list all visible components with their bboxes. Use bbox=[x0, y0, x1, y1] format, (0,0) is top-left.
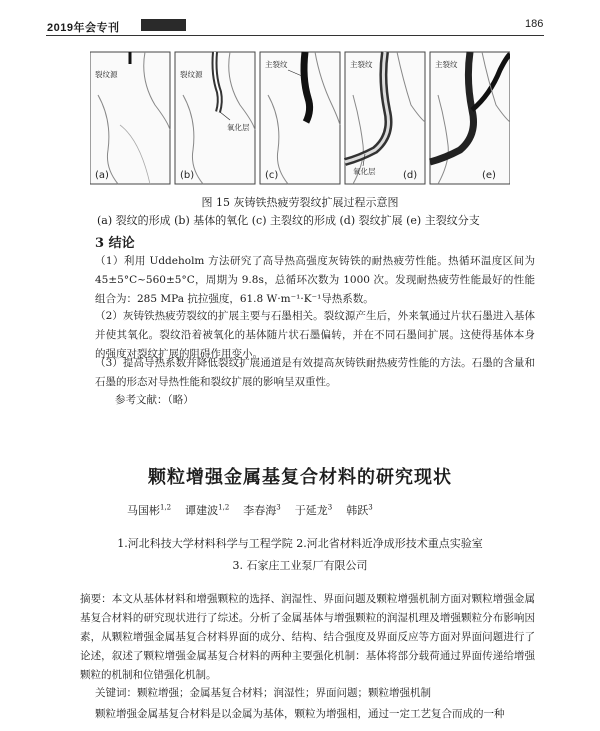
author-name: 于延龙 bbox=[294, 504, 328, 517]
author-name: 韩跃 bbox=[346, 504, 369, 517]
journal-header: 2019年会专刊 bbox=[47, 22, 120, 34]
panel-c bbox=[260, 52, 340, 184]
author-affil: 3 bbox=[368, 503, 373, 512]
panel-c-id: (c) bbox=[265, 170, 279, 181]
panel-a bbox=[90, 52, 170, 184]
page-number: 186 bbox=[525, 18, 544, 30]
author-affil: 3 bbox=[327, 503, 333, 512]
panel-d-label: 主裂纹 bbox=[350, 60, 373, 69]
article-title: 颗粒增强金属基复合材料的研究现状 bbox=[148, 467, 452, 488]
panel-c-label: 主裂纹 bbox=[265, 60, 288, 69]
author-affil: 1,2 bbox=[218, 503, 230, 512]
figure-legend: (a) 裂纹的形成 (b) 基体的氧化 (c) 主裂纹的形成 (d) 裂纹扩展 (e) 主裂纹分支 bbox=[97, 214, 480, 227]
panel-d-id: (d) bbox=[403, 170, 418, 181]
author-affil: 3 bbox=[276, 503, 281, 512]
conclusion-paragraph-2: （2）灰铸铁热疲劳裂纹的扩展主要与石墨相关。裂纹源产生后，外来氧通过片状石墨进入基体并使其氧化。裂纹沿着被氧化的基体随片状石墨偏转，并在不同石墨间扩展。这使得基体本身的强度对裂纹扩展的阻碍作用变小。 bbox=[95, 310, 535, 360]
panel-b-id: (b) bbox=[180, 170, 195, 181]
conclusion-paragraph-3: （3）提高导热系数并降低裂纹扩展通道是有效提高灰铸铁耐热疲劳性能的方法。石墨的含量和石墨的形态对导热性能和裂纹扩展的影响呈双重性。 bbox=[95, 357, 535, 388]
affiliation-line-2: 3. 石家庄工业泵厂有限公司 bbox=[232, 559, 368, 572]
panel-e-label: 主裂纹 bbox=[435, 60, 458, 69]
author-name: 谭建波 bbox=[185, 504, 219, 517]
section-title: 3 结论 bbox=[95, 236, 135, 251]
panel-b-label: 裂纹源 bbox=[180, 70, 203, 79]
author-name: 李春海 bbox=[243, 504, 277, 517]
panel-b bbox=[175, 52, 255, 184]
conclusion-paragraph-1: （1）利用 Uddeholm 方法研究了高导热高强度灰铸铁的耐热疲劳性能。热循环温度区间为 45±5°C~560±5°C，周期为 9.8s，总循环次数为 1000 次。发现耐热疲劳性能最好的性能组合为：285 MPa 抗拉强度，61.8 W·m⁻¹·K⁻¹导热系数。 bbox=[95, 255, 535, 305]
references: 参考文献：（略） bbox=[115, 394, 194, 406]
author-list bbox=[127, 502, 373, 518]
figure-caption: 图 15 灰铸铁热疲劳裂纹扩展过程示意图 bbox=[201, 196, 399, 209]
abstract: 摘要：本文从基体材料和增强颗粒的选择、润湿性、界面问题及颗粒增强机制方面对颗粒增强金属基复合材料的研究现状进行了综述。分析了金属基体与增强颗粒的润湿机理及增强颗粒分布影响因素，从颗粒增强金属基复合材料界面的成分、结构、结合强度及界面反应等方面对界面问题进行了论述，叙述了颗粒增强金属基复合材料的两种主要强化机制：基体将部分载荷通过界面传递给增强颗粒的机制和位错强化机制。 bbox=[80, 593, 535, 681]
panel-a-id: (a) bbox=[95, 170, 109, 181]
panel-e-id: (e) bbox=[482, 170, 496, 181]
panel-d bbox=[345, 52, 425, 184]
crack-propagation-figure bbox=[90, 50, 510, 190]
panel-d-oxide-label: 氧化层 bbox=[353, 167, 376, 176]
panel-e bbox=[430, 52, 510, 184]
header-bar bbox=[141, 19, 186, 31]
author-name: 马国彬 bbox=[127, 504, 160, 517]
header-rule bbox=[46, 35, 544, 36]
keywords: 关键词：颗粒增强；金属基复合材料；润湿性；界面问题；颗粒增强机制 bbox=[95, 687, 431, 699]
author-affil: 1,2 bbox=[160, 503, 172, 512]
panel-a-label: 裂纹源 bbox=[95, 70, 118, 79]
body-first-line: 颗粒增强金属基复合材料是以金属为基体，颗粒为增强相，通过一定工艺复合而成的一种 bbox=[95, 708, 505, 720]
affiliation-line-1: 1.河北科技大学材料科学与工程学院 2.河北省材料近净成形技术重点实验室 bbox=[117, 537, 483, 550]
panel-b-oxide-label: 氧化层 bbox=[227, 123, 250, 132]
